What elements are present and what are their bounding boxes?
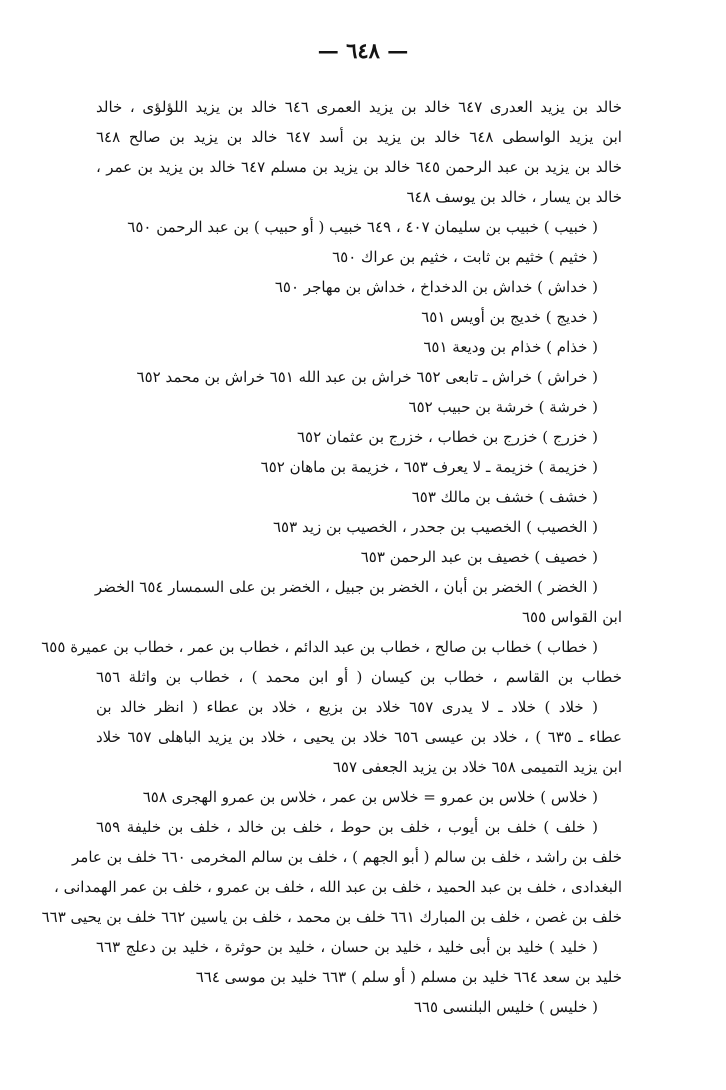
index-line: ابن يزيد التميمى ٦٥٨ خلاد بن يزيد الجعفى ٦٥٧	[332, 758, 622, 776]
index-line: ( خداش ) خداش بن الدخداخ ، خداش بن مهاجر ٦٥٠	[274, 278, 598, 296]
index-line: ( خزيمة ) خزيمة ـ لا يعرف ٦٥٣ ، خزيمة بن ماهان ٦٥٢	[260, 458, 598, 476]
index-line: ابن يزيد الواسطى ٦٤٨ خالد بن يزيد بن أسد ٦٤٧ خالد بن يزيد بن صالح ٦٤٨	[96, 128, 622, 146]
index-line: ( الخصيب ) الخصيب بن جحدر ، الخصيب بن زيد ٦٥٣	[273, 518, 598, 536]
index-line: ( خثيم ) خثيم بن ثابت ، خثيم بن عراك ٦٥٠	[332, 248, 598, 266]
index-line: خطاب بن القاسم ، خطاب بن كيسان ( أو ابن محمد ) ، خطاب بن واثلة ٦٥٦	[96, 668, 622, 686]
index-line: ( خبيب ) خبيب بن سليمان ٤٠٧ ، ٦٤٩ خبيب ( أو حبيب ) بن عبد الرحمن ٦٥٠	[127, 218, 598, 236]
index-line: ( خراش ) خراش ـ تابعى ٦٥٢ خراش بن عبد الله ٦٥١ خراش بن محمد ٦٥٢	[136, 368, 598, 386]
index-line: خليد بن سعد ٦٦٤ خليد بن مسلم ( أو سلم ) ٦٦٣ خليد بن موسى ٦٦٤	[195, 968, 622, 986]
index-line: ( خذام ) خذام بن وديعة ٦٥١	[423, 338, 598, 356]
index-line: البغدادى ، خلف بن عبد الحميد ، خلف بن عبد الله ، خلف بن عمرو ، خلف بن عمر الهمدانى ،	[54, 878, 622, 896]
index-line: خالد بن يزيد العدرى ٦٤٧ خالد بن يزيد العمرى ٦٤٦ خالد بن يزيد اللؤلؤى ، خالد	[96, 98, 622, 116]
index-line: خلف بن غصن ، خلف بن المبارك ٦٦١ خلف بن محمد ، خلف بن ياسين ٦٦٢ خلف بن يحيى ٦٦٣	[41, 908, 622, 926]
index-line: ( الخضر ) الخضر بن أبان ، الخضر بن جبيل ، الخضر بن على السمسار ٦٥٤ الخضر	[94, 578, 598, 596]
page-number: — ٦٤٨ —	[317, 38, 409, 63]
index-line: ( خلف ) خلف بن أيوب ، خلف بن حوط ، خلف بن خالد ، خلف بن خليفة ٦٥٩	[96, 818, 598, 836]
index-line: ( خرشة ) خرشة بن حبيب ٦٥٢	[408, 398, 598, 416]
index-line: ( خديج ) خديج بن أويس ٦٥١	[421, 308, 598, 326]
index-line: ( خصيف ) خصيف بن عبد الرحمن ٦٥٣	[360, 548, 598, 566]
index-line: ( خلاد ) خلاد ـ لا يدرى ٦٥٧ خلاد بن بزيع ، خلاد بن عطاء ( انظر خالد بن	[96, 698, 598, 716]
index-line: ( خليد ) خليد بن أبى خليد ، خليد بن حسان ، خليد بن حوثرة ، خليد بن دعلج ٦٦٣	[96, 938, 598, 956]
index-line: ( خليس ) خليس البلنسى ٦٦٥	[413, 998, 598, 1016]
index-line: خالد بن يزيد بن عبد الرحمن ٦٤٥ خالد بن يزيد بن مسلم ٦٤٧ خالد بن يزيد بن عمر ،	[96, 158, 622, 176]
index-line: ( خطاب ) خطاب بن صالح ، خطاب بن عبد الدائم ، خطاب بن عمر ، خطاب بن عميرة ٦٥٥	[41, 638, 598, 656]
index-line: خلف بن راشد ، خلف بن سالم ( أبو الجهم ) ، خلف بن سالم المخرمى ٦٦٠ خلف بن عامر	[72, 848, 622, 866]
index-line: ( خشف ) خشف بن مالك ٦٥٣	[411, 488, 598, 506]
index-line: خالد بن يسار ، خالد بن يوسف ٦٤٨	[406, 188, 622, 206]
index-line: ( خلاس ) خلاس بن عمرو = خلاس بن عمر ، خلاس بن عمرو الهجرى ٦٥٨	[142, 788, 598, 806]
index-line: عطاء ـ ٦٣٥ ) ، خلاد بن عيسى ٦٥٦ خلاد بن يحيى ، خلاد بن يزيد الباهلى ٦٥٧ خلاد	[96, 728, 623, 746]
index-line: ( خزرج ) خزرج بن خطاب ، خزرج بن عثمان ٦٥٢	[296, 428, 598, 446]
index-line: ابن القواس ٦٥٥	[521, 608, 622, 626]
